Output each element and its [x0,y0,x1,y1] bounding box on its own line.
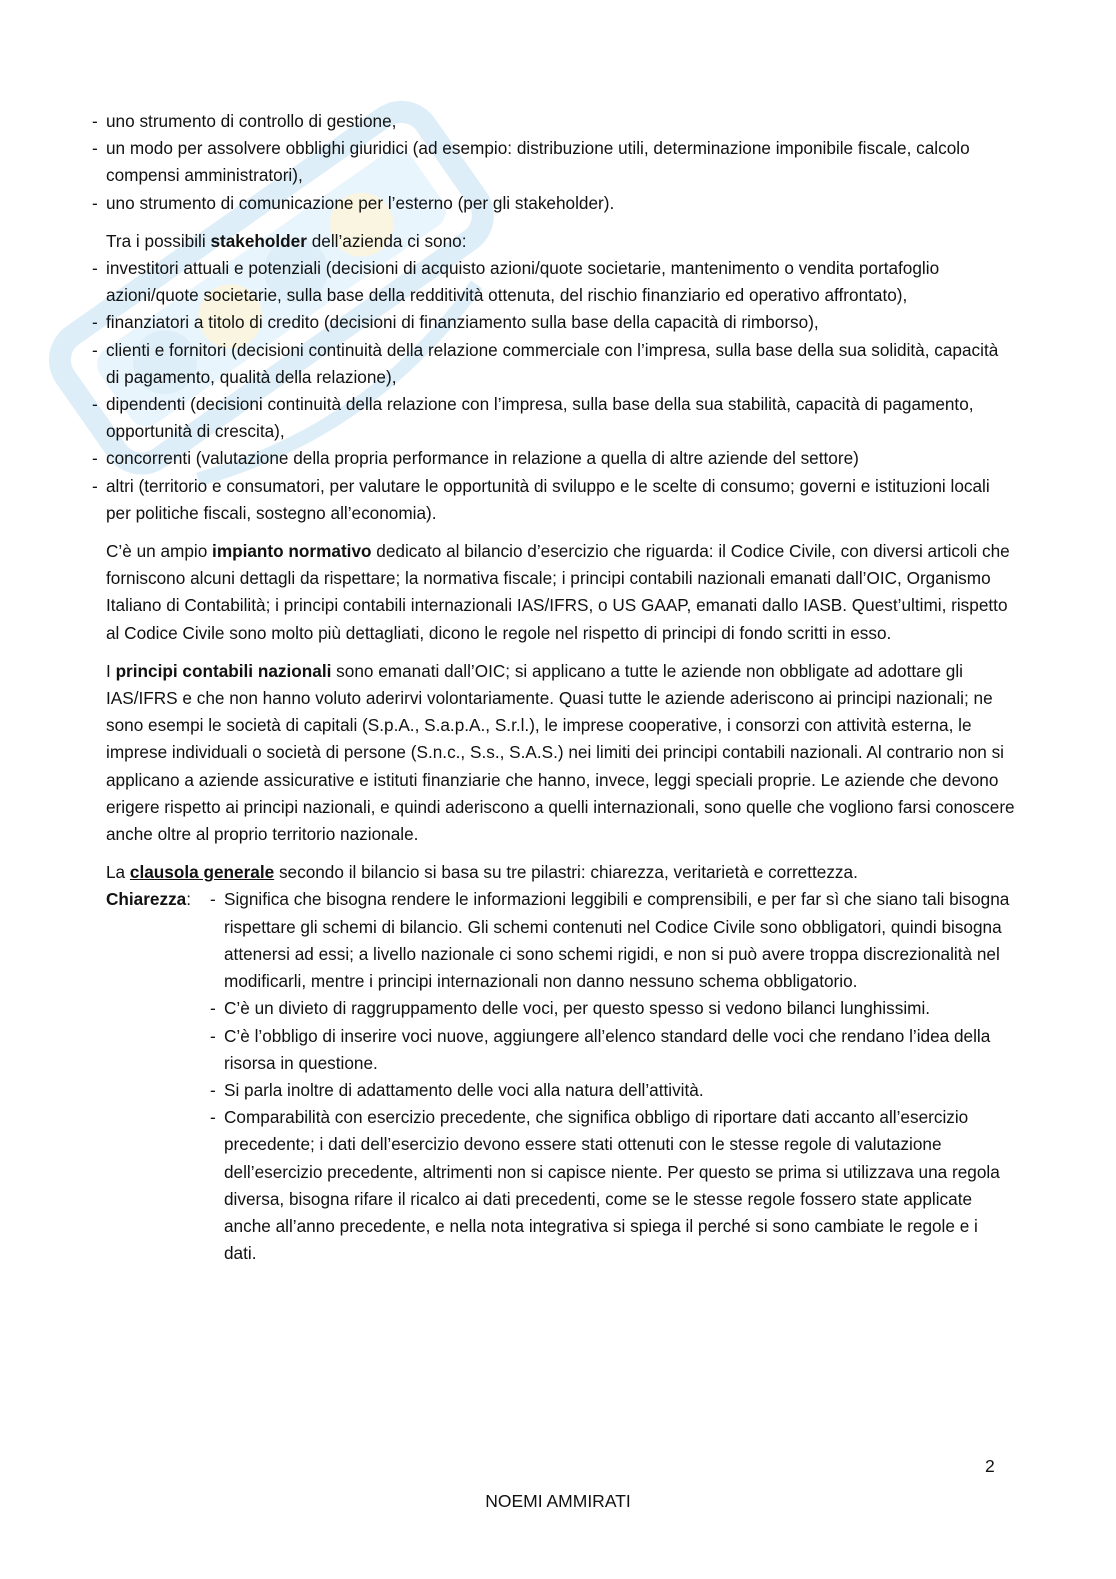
list-item: - dipendenti (decisioni continuità della relazione con l’impresa, sulla base della sua stabilità, capacità di pagamento, opportunità di crescita), [90,391,1015,445]
list-item: - uno strumento di controllo di gestione, [90,108,1015,135]
list-item: - Comparabilità con esercizio precedente, che significa obbligo di riportare dati accanto all’esercizio precedente; i dati dell’esercizio devono essere stati ottenuti con le stesse regole di valutazione dell’esercizio precedente, altrimenti non si capisce niente. Per questo se prima si utilizzava una regola diversa, bisogna rifare il ricalco ai dati precedenti, come se le stesse regole fossero state applicate anche all’anno precedente, e nella nota integrativa si spiega il perché si sono cambiate le regole e i dati. [210,1104,1015,1267]
bold-term: principi contabili nazionali [115,660,332,681]
stakeholder-term: stakeholder [210,230,307,251]
page-number: 2 [985,1456,995,1476]
page-footer: NOEMI AMMIRATI [485,1491,631,1511]
paragraph-clausola-generale: La clausola generale secondo il bilancio si basa su tre pilastri: chiarezza, veritarietà e correttezza. [106,862,858,883]
list-item: - un modo per assolvere obblighi giuridici (ad esempio: distribuzione utili, determinazione imponibile fiscale, calcolo compensi amministratori), [90,135,1015,189]
list-item: - Significa che bisogna rendere le informazioni leggibili e comprensibili, e per far sì che siano tali bisogna rispettare gli schemi di bilancio. Gli schemi contenuti nel Codice Civile sono obbligatori, quindi bisogna attenersi ad essi; a livello nazionale ci sono schemi rigidi, e non si può avere troppa discrezionalità nel modificarli, mentre i principi internazionali non danno nessuno schema obbligatorio. [210,886,1015,995]
bold-term: impianto normativo [212,541,372,562]
paragraph-principi-contabili: I principi contabili nazionali sono emanati dall’OIC; si applicano a tutte le aziende non obbligate ad adottare gli IAS/IFRS e che non hanno voluto aderirvi volontariamente. Quasi tutte le aziende aderiscono ai principi nazionali; ne sono esempi le società di capitali (S.p.A., S.a.p.A., S.r.l.), le imprese cooperative, i consorzi con attività esterna, le imprese individuali o società di persone (S.n.c., S.s., S.A.S.) nei limiti dei principi contabili nazionali. Al contrario non si applicano a aziende assicurative e istituti finanziarie che hanno, invece, leggi speciali proprie. Le aziende che devono erigere rispetto ai principi nazionali, e quindi aderiscono a quelli internazionali, sono quelle che vogliono farsi conoscere anche oltre al proprio territorio nazionale. [106,660,1015,845]
list-item: - altri (territorio e consumatori, per valutare le opportunità di sviluppo e le scelte di consumo; governi e istituzioni locali per politiche fiscali, sostegno all’economia). [90,473,1015,527]
list-item: - concorrenti (valutazione della propria performance in relazione a quella di altre aziende del settore) [90,445,1015,472]
bold-underlined-term: clausola generale [129,862,275,883]
chiarezza-items [210,886,1015,1267]
list-item: - uno strumento di comunicazione per l’esterno (per gli stakeholder). [90,190,1015,217]
list-item: - Si parla inoltre di adattamento delle voci alla natura dell’attività. [210,1077,1015,1104]
list-item: - C’è un divieto di raggruppamento delle voci, per questo spesso si vedono bilanci lunghissimi. [210,995,1015,1022]
chiarezza-section [90,886,1015,1267]
list-item: - finanziatori a titolo di credito (decisioni di finanziamento sulla base della capacità di rimborso), [90,309,1015,336]
stakeholder-intro: Tra i possibili stakeholder dell’azienda ci sono: [106,230,467,251]
chiarezza-label: Chiarezza: [106,889,192,910]
intro-list [90,108,1015,217]
list-item: - clienti e fornitori (decisioni continuità della relazione commerciale con l’impresa, sulla base della sua solidità, capacità di pagamento, qualità della relazione), [90,337,1015,391]
document-body [90,108,1015,1267]
list-item: - investitori attuali e potenziali (decisioni di acquisto azioni/quote societarie, mantenimento o vendita portafoglio azioni/quote societarie, sulla base della redditività ottenuta, del rischio finanziario ed operativo affrontato), [90,255,1015,309]
list-item: - C’è l’obbligo di inserire voci nuove, aggiungere all’elenco standard delle voci che rendano l’idea della risorsa in questione. [210,1023,1015,1077]
stakeholder-list [90,255,1015,527]
paragraph-impianto-normativo: C’è un ampio impianto normativo dedicato al bilancio d’esercizio che riguarda: il Codice Civile, con diversi articoli che forniscono alcuni dettagli da rispettare; la normativa fiscale; i principi contabili nazionali emanati dall’OIC, Organismo Italiano di Contabilità; i principi contabili internazionali IAS/IFRS, o US GAAP, emanati dallo IASB. Quest’ultimi, rispetto al Codice Civile sono molto più dettagliati, dicono le regole nel rispetto di principi di fondo scritti in esso. [106,541,1010,643]
